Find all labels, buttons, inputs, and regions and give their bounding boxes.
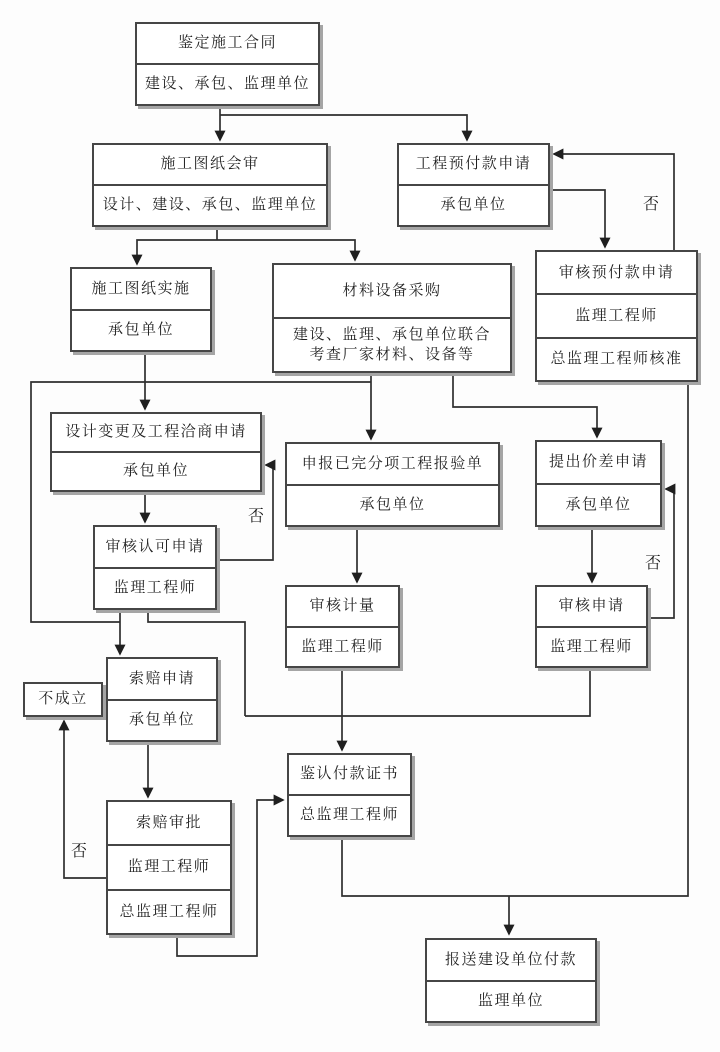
node-claim-application (106, 657, 218, 742)
node-payment-certificate (287, 753, 412, 837)
node-price-difference-subtitle: 承包单位 (537, 483, 660, 526)
node-not-established (23, 682, 103, 717)
node-material-procurement-body-line2: 考查厂家材料、设备等 (309, 346, 475, 363)
node-quantity-review-subtitle: 监理工程师 (287, 626, 398, 667)
node-claim-approval-title: 索赔审批 (135, 815, 202, 832)
node-design-change (50, 412, 262, 492)
node-contract (135, 22, 320, 106)
no-label-design-change: 否 (246, 503, 266, 526)
node-design-change-subtitle: 承包单位 (52, 451, 260, 490)
no-label-price-difference: 否 (643, 550, 663, 573)
node-material-procurement-body (274, 317, 510, 371)
flow-material-to-price-difference (453, 373, 597, 437)
node-inspection-application-title: 申报已完分项工程报验单 (301, 455, 484, 472)
node-application-review-subtitle: 监理工程师 (537, 626, 646, 667)
node-claim-approval (106, 800, 232, 935)
node-prepayment-application-title: 工程预付款申请 (415, 156, 532, 173)
flow-contract-to-prepayment-application (220, 115, 467, 140)
node-payment-submission (425, 938, 597, 1023)
node-claim-application-title: 索赔申请 (128, 670, 195, 687)
node-claim-approval-subtitle2: 总监理工程师 (108, 889, 230, 933)
node-contract-title: 鉴定施工合同 (177, 35, 277, 52)
node-quantity-review-title: 审核计量 (309, 598, 376, 615)
node-drawing-review-subtitle: 设计、建设、承包、监理单位 (94, 184, 326, 225)
node-claim-application-subtitle: 承包单位 (108, 699, 216, 741)
node-drawing-review (92, 143, 328, 227)
node-review-approval-title: 审核认可申请 (105, 538, 205, 555)
node-price-difference-title: 提出价差申请 (548, 454, 648, 471)
flow-prepayment-application-to-review (550, 190, 605, 247)
node-payment-certificate-title: 鉴认付款证书 (299, 766, 399, 783)
node-prepayment-application-subtitle: 承包单位 (399, 184, 548, 225)
node-design-change-title: 设计变更及工程洽商申请 (65, 424, 247, 441)
node-drawing-implementation-subtitle: 承包单位 (72, 309, 210, 351)
no-label-claim: 否 (69, 838, 89, 861)
node-review-approval (93, 525, 217, 610)
node-drawing-implementation (70, 267, 212, 352)
node-prepayment-application (397, 143, 550, 227)
node-review-approval-subtitle: 监理工程师 (95, 567, 215, 609)
node-claim-approval-subtitle: 监理工程师 (108, 844, 230, 888)
no-label-prepayment: 否 (641, 191, 661, 214)
node-not-established-title: 不成立 (38, 691, 88, 708)
node-prepayment-review (535, 250, 698, 382)
node-prepayment-review-title: 审核预付款申请 (558, 264, 675, 281)
node-material-procurement-body-line1: 建设、监理、承包单位联合 (292, 326, 491, 343)
flow-drawing-review-to-drawing-implementation (137, 240, 217, 264)
node-material-procurement (272, 263, 512, 373)
flow-application-review-junction (245, 668, 590, 716)
flow-drawing-review-to-material-procurement (217, 240, 355, 260)
node-application-review-title: 审核申请 (558, 598, 625, 615)
node-payment-submission-subtitle: 监理单位 (427, 980, 595, 1022)
node-quantity-review (285, 585, 400, 668)
node-inspection-application (285, 442, 500, 527)
node-drawing-implementation-title: 施工图纸实施 (91, 280, 191, 297)
node-drawing-review-title: 施工图纸会审 (160, 156, 260, 173)
node-contract-subtitle: 建设、承包、监理单位 (137, 63, 318, 104)
node-payment-submission-title: 报送建设单位付款 (444, 951, 577, 968)
node-inspection-application-subtitle: 承包单位 (287, 484, 498, 526)
node-material-procurement-title: 材料设备采购 (342, 282, 442, 299)
node-prepayment-review-subtitle: 监理工程师 (537, 293, 696, 336)
node-prepayment-review-subtitle2: 总监理工程师核准 (537, 337, 696, 380)
node-price-difference (535, 440, 662, 527)
node-application-review (535, 585, 648, 668)
node-payment-certificate-subtitle: 总监理工程师 (289, 794, 410, 835)
